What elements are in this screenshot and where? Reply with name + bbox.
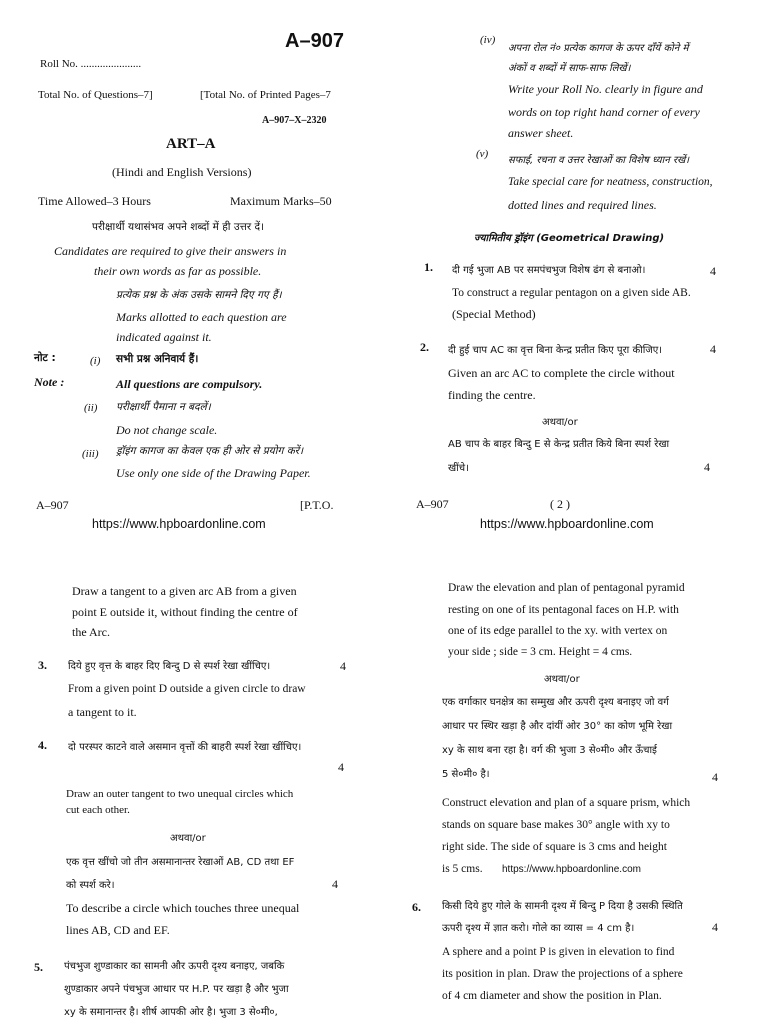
q2-hindi: दी हुई चाप AC का वृत्त बिना केन्द्र प्रतीत किए पूरा कीजिए। <box>448 345 663 356</box>
marks-en-2: indicated against it. <box>116 330 212 344</box>
q5b-hindi-4: 5 से०मी० है। <box>442 769 490 780</box>
note-5-hindi: सफाई, रचना व उत्तर रेखाओं का विशेष ध्यान रखें। <box>508 155 690 166</box>
q6-en-1: A sphere and a point P is given in elevation to find <box>442 946 675 958</box>
q2-marks: 4 <box>710 342 716 356</box>
q5b-marks: 4 <box>712 770 718 784</box>
q6-number: 6. <box>412 900 421 914</box>
note-en-label: Note : <box>34 375 65 389</box>
q2b-hindi-1: AB चाप के बाहर बिन्दु E से केन्द्र प्रतीत किये बिना स्पर्श रेखा <box>448 439 670 450</box>
q4b-hindi-1: एक वृत्त खींचो जो तीन असमानान्तर रेखाओं AB, CD तथा EF <box>66 857 295 868</box>
footer-pto: [P.T.O. <box>300 498 334 512</box>
q1-number: 1. <box>424 260 433 274</box>
note-4-en-1: Write your Roll No. clearly in figure and <box>508 82 703 96</box>
note-4-num: (iv) <box>480 34 496 46</box>
q4b-en-2: lines AB, CD and EF. <box>66 923 170 937</box>
note-3-hindi: ड्रॉइंग कागज का केवल एक ही ओर से प्रयोग करें। <box>116 445 304 457</box>
q5b-hindi-2: आधार पर स्थिर खड़ा है और दांयीं ओर 30° का कोण भूमि रेखा <box>442 721 673 732</box>
q1-hindi: दी गई भुजा AB पर समपंचभुज विशेष ढंग से बनाओ। <box>452 265 646 276</box>
note-4-en-2: words on top right hand corner of every <box>508 105 700 119</box>
q5b-hindi-3: xy के साथ बना रहा है। वर्ग की भुजा 3 से०मी० और ऊँचाई <box>442 745 657 756</box>
or-separator: अथवा/or <box>542 417 578 428</box>
q3-number: 3. <box>38 658 47 672</box>
or-separator: अथवा/or <box>544 674 580 685</box>
q4b-hindi-2: को स्पर्श करे। <box>66 880 115 891</box>
q4-en-1: Draw an outer tangent to two unequal circles which <box>66 788 294 800</box>
q3-en-1: From a given point D outside a given circle to draw <box>68 683 306 695</box>
page-2 <box>384 0 768 512</box>
time-allowed: Time Allowed–3 Hours <box>38 194 151 208</box>
footer-url-link[interactable]: https://www.hpboardonline.com <box>92 517 266 531</box>
or-separator: अथवा/or <box>170 833 206 844</box>
footer-url-link[interactable]: https://www.hpboardonline.com <box>480 517 654 531</box>
marks-hindi: प्रत्येक प्रश्न के अंक उसके सामने दिए गए हैं। <box>116 289 282 301</box>
q4b-en-1: To describe a circle which touches three unequal <box>66 901 300 915</box>
q1-en-1: To construct a regular pentagon on a given side AB. <box>452 287 691 299</box>
page-3 <box>0 512 384 1024</box>
q5-hindi-2: शुण्डाकार अपने पंचभुज आधार पर H.P. पर खड़ा है और भुजा <box>64 984 289 995</box>
q5-en-1: Draw the elevation and plan of pentagonal pyramid <box>448 582 685 594</box>
note-4-en-3: answer sheet. <box>508 126 574 140</box>
q5b-en-2: stands on square base makes 30° angle with xy to <box>442 819 670 831</box>
footer-code: A–907 <box>36 498 69 512</box>
q5-en-3: one of its edge parallel to the xy. with vertex on <box>448 625 668 637</box>
q6-hindi-2: ऊपरी दृश्य में ज्ञात करो। गोले का व्यास = 4 cm है। <box>442 923 635 934</box>
note-5-en-1: Take special care for neatness, construction, <box>508 176 713 188</box>
max-marks: Maximum Marks–50 <box>230 194 332 208</box>
instruction-hindi: परीक्षार्थी यथासंभव अपने शब्दों में ही उत्तर दें। <box>92 221 265 233</box>
q5-en-2: resting on one of its pentagonal faces on H.P. with <box>448 604 679 616</box>
q5b-en-3: right side. The side of square is 3 cms and height <box>442 841 667 853</box>
section-heading: ज्यामितीय ड्रॉइंग (Geometrical Drawing) <box>474 233 665 244</box>
q4-marks: 4 <box>338 760 344 774</box>
q4-number: 4. <box>38 738 47 752</box>
note-5-en-2: dotted lines and required lines. <box>508 198 657 212</box>
q3-hindi: दिये हुए वृत्त के बाहर दिए बिन्दु D से स्पर्श रेखा खींचिए। <box>68 661 271 672</box>
marks-en-1: Marks allotted to each question are <box>116 310 287 324</box>
note-5-num: (v) <box>476 148 489 160</box>
note-1-num: (i) <box>90 355 101 367</box>
q5-en-4: your side ; side = 3 cm. Height = 4 cms. <box>448 646 633 658</box>
instruction-en-2: their own words as far as possible. <box>94 264 262 278</box>
footer-page-number: ( 2 ) <box>550 497 570 511</box>
q2-en-2: finding the centre. <box>448 388 536 402</box>
q6-hindi-1: किसी दिये हुए गोले के सामनी दृश्य में बिन्दु P दिया है उसकी स्थिति <box>442 901 683 912</box>
note-2-hindi: परीक्षार्थी पैमाना न बदलें। <box>116 401 211 413</box>
note-3-num: (iii) <box>82 448 99 460</box>
q3-en-2: a tangent to it. <box>68 705 137 719</box>
subject-title: ART–A <box>166 136 216 152</box>
note-4-hindi-1: अपना रोल नं० प्रत्येक कागज के ऊपर दाँयें कोने में <box>508 43 689 54</box>
q5-hindi-3: xy के समानान्तर है। शीर्ष आपकी ओर है। भुजा 3 से०मी०, <box>64 1007 278 1018</box>
note-3-en: Use only one side of the Drawing Paper. <box>116 466 311 480</box>
q5-number: 5. <box>34 960 43 974</box>
q2b-en-2: point E outside it, without finding the centre of <box>72 605 298 619</box>
q2b-marks: 4 <box>704 460 710 474</box>
note-1-en: All questions are compulsory. <box>116 377 263 391</box>
q4b-marks: 4 <box>332 877 338 891</box>
q6-marks: 4 <box>712 920 718 934</box>
paper-code-header: A–907 <box>285 30 344 52</box>
q2-number: 2. <box>420 340 429 354</box>
q1-en-2: (Special Method) <box>452 307 536 321</box>
page-1 <box>0 0 384 512</box>
q2b-en-1: Draw a tangent to a given arc AB from a given <box>72 584 297 598</box>
q3-marks: 4 <box>340 659 346 673</box>
q4-en-2: cut each other. <box>66 804 130 816</box>
note-2-num: (ii) <box>84 402 98 414</box>
q4-hindi: दो परस्पर काटने वाले असमान वृत्तों की बाहरी स्पर्श रेखा खींचिए। <box>68 742 302 753</box>
instruction-en-1: Candidates are required to give their answers in <box>54 244 287 258</box>
total-pages: [Total No. of Printed Pages–7 <box>200 89 331 101</box>
note-2-en: Do not change scale. <box>116 423 218 437</box>
q6-en-2: its position in plan. Draw the projections of a sphere <box>442 968 683 980</box>
q5b-hindi-1: एक वर्गाकार घनक्षेत्र का सम्मुख और ऊपरी दृश्य बनाइए जो वर्ग <box>442 697 669 708</box>
note-hindi-label: नोट : <box>34 352 56 364</box>
footer-code: A–907 <box>416 497 449 511</box>
roll-no-line: Roll No. ...................... <box>40 58 142 70</box>
q2-en-1: Given an arc AC to complete the circle without <box>448 366 675 380</box>
q5b-en-4: is 5 cms. <box>442 863 483 875</box>
versions: (Hindi and English Versions) <box>112 165 252 179</box>
q6-en-3: of 4 cm diameter and show the position in Plan. <box>442 990 662 1002</box>
q2b-en-3: the Arc. <box>72 625 110 639</box>
total-questions: Total No. of Questions–7] <box>38 89 153 101</box>
q5b-en-1: Construct elevation and plan of a square prism, which <box>442 797 691 809</box>
inline-url-link[interactable]: https://www.hpboardonline.com <box>502 864 641 875</box>
page-4 <box>384 512 768 1024</box>
note-1-hindi: सभी प्रश्न अनिवार्य हैं। <box>116 353 199 365</box>
paper-code-sub: A–907–X–2320 <box>262 115 327 126</box>
q5-hindi-1: पंचभुज शुण्डाकार का सामनी और ऊपरी दृश्य बनाइए, जबकि <box>64 961 285 972</box>
note-4-hindi-2: अंकों व शब्दों में साफ-साफ लिखें। <box>508 63 631 74</box>
q2b-hindi-2: खींचे। <box>448 463 469 474</box>
q1-marks: 4 <box>710 264 716 278</box>
